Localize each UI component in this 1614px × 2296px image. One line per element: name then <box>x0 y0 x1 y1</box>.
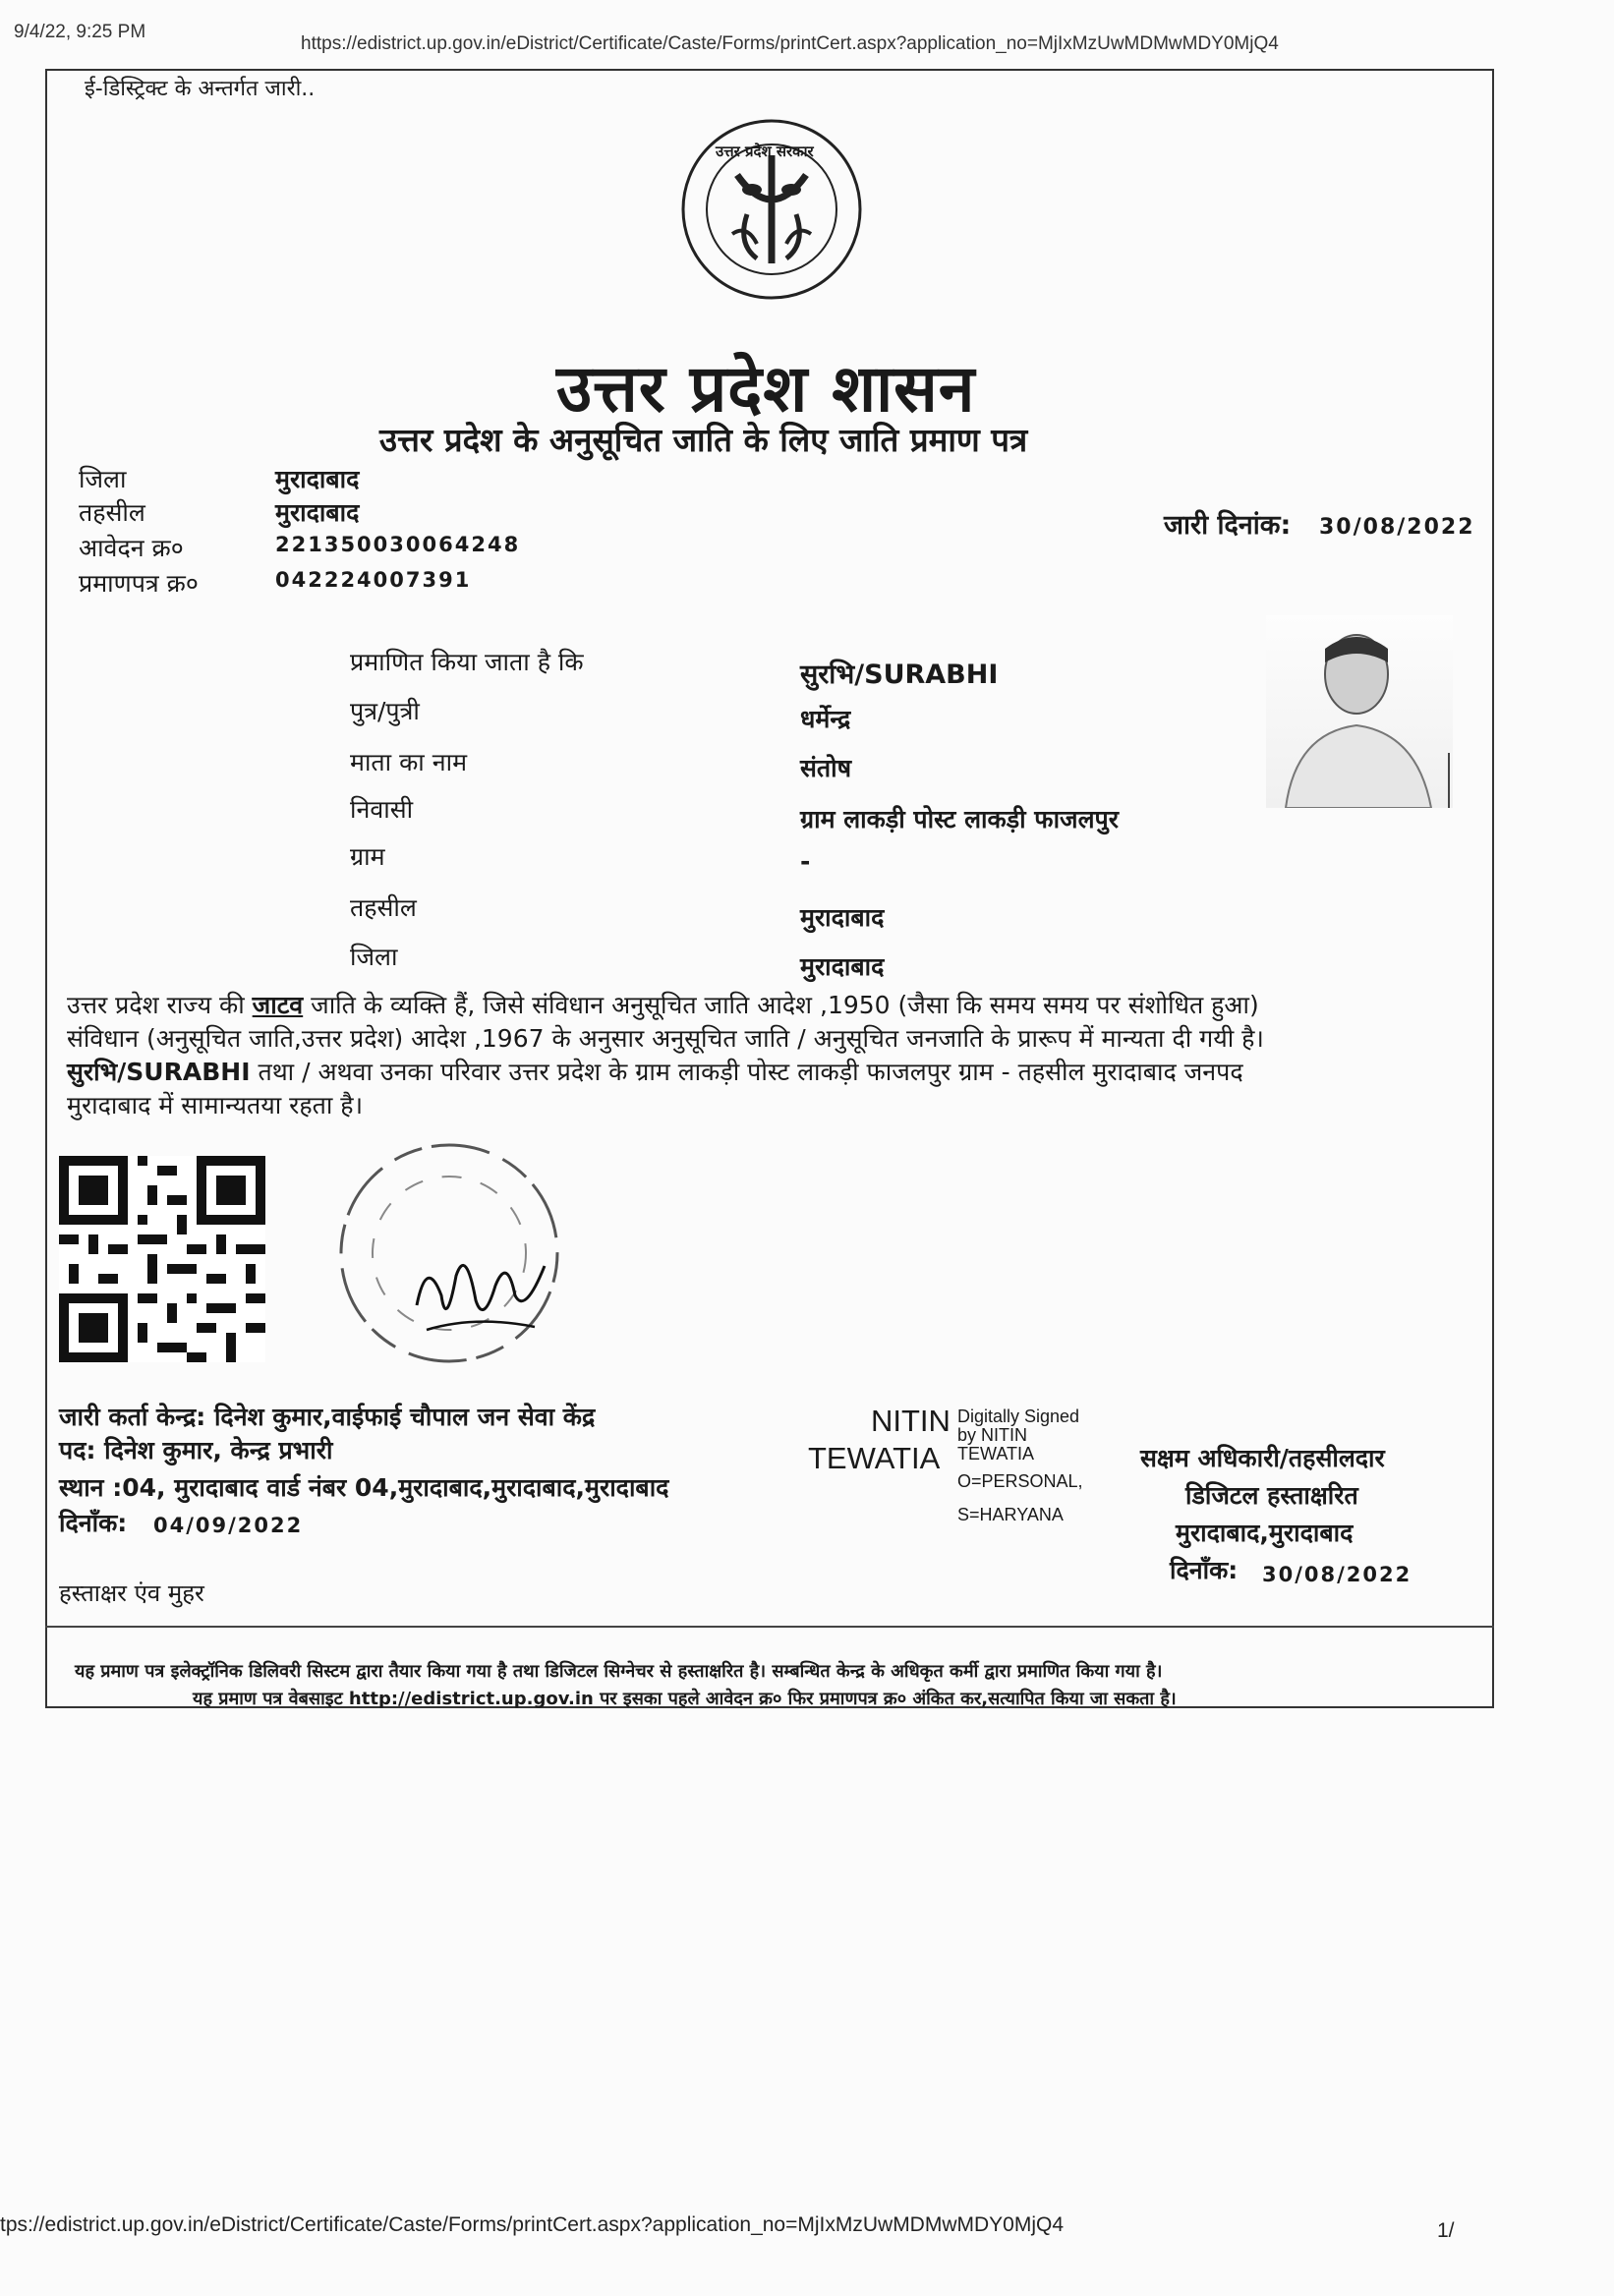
digital-signer-name-2: TEWATIA <box>808 1441 941 1475</box>
application-label: आवेदन क्र० <box>79 534 184 562</box>
footer-divider <box>45 1626 1494 1628</box>
print-footer-url: tps://edistrict.up.gov.in/eDistrict/Certificate/Caste/Forms/printCert.aspx?application_no=MjIxMzUwMDMwMDY0MjQ4 <box>0 2213 1065 2236</box>
issuer-date-value: 04/09/2022 <box>153 1514 304 1537</box>
paragraph-text: जाति के व्यक्ति हैं, जिसे संविधान अनुसूचित जाति आदेश ,1950 (जैसा कि समय समय पर संशोधित हुआ) <box>303 991 1259 1019</box>
certificate-paragraph-line-3 <box>67 1056 1243 1089</box>
certificate-number-label: प्रमाणपत्र क्र० <box>79 569 199 598</box>
detail-label-tehsil: तहसील <box>350 893 417 922</box>
sign-and-seal-label: हस्ताक्षर एंव मुहर <box>59 1579 204 1607</box>
issuer-date-label: दिनाँक: <box>59 1509 128 1537</box>
emblem-text: उत्तर प्रदेश सरकार <box>716 143 814 160</box>
district-value: मुरादाबाद <box>275 465 360 493</box>
detail-label-resident: निवासी <box>350 795 414 824</box>
detail-value-tehsil: मुरादाबाद <box>800 903 885 932</box>
issuer-post: पद: दिनेश कुमार, केन्द्र प्रभारी <box>59 1436 333 1464</box>
certificate-number: 042224007391 <box>275 568 472 592</box>
caste-name: जाटव <box>252 991 304 1019</box>
digital-signer-name-1: NITIN <box>871 1404 951 1438</box>
digital-signature-state: S=HARYANA <box>957 1505 1064 1524</box>
note-line: Digitally Signed <box>957 1406 1080 1426</box>
application-number: 221350030064248 <box>275 533 521 556</box>
authority-location: मुरादाबाद,मुरादाबाद <box>1176 1519 1354 1547</box>
certificate-paragraph-line-4: मुरादाबाद में सामान्यतया रहता है। <box>67 1091 364 1119</box>
detail-value-district: मुरादाबाद <box>800 952 885 981</box>
qr-code <box>59 1156 265 1362</box>
detail-label-certified: प्रमाणित किया जाता है कि <box>350 648 584 676</box>
detail-value-village: - <box>800 847 811 876</box>
detail-value-mother: संतोष <box>800 754 852 782</box>
digital-signature-org: O=PERSONAL, <box>957 1471 1083 1491</box>
detail-label-parent: पुत्र/पुत्री <box>350 697 420 725</box>
detail-value-parent: धर्मेन्द्र <box>800 705 851 733</box>
issuing-center: जारी कर्ता केन्द्र: दिनेश कुमार,वाईफाई चौपाल जन सेवा केंद्र <box>59 1403 596 1431</box>
applicant-name: सुरभि/SURABHI <box>67 1058 251 1086</box>
note-line: by NITIN <box>957 1425 1028 1445</box>
print-url: https://edistrict.up.gov.in/eDistrict/Certificate/Caste/Forms/printCert.aspx?application_no=MjIxMzUwMDMwMDY0MjQ4 <box>301 33 1279 54</box>
certificate-paragraph-line-2: संविधान (अनुसूचित जाति,उत्तर प्रदेश) आदेश ,1967 के अनुसार अनुसूचित जाति / अनुसूचित जनजाति के प्रारूप में मान्यता दी गयी है। <box>67 1024 1264 1053</box>
handwritten-signature <box>397 1236 564 1345</box>
tehsil-value: मुरादाबाद <box>275 498 360 527</box>
detail-label-district: जिला <box>350 943 398 971</box>
person-silhouette-icon <box>1266 615 1453 808</box>
authority-date-label: दिनाँक: <box>1170 1556 1239 1584</box>
authority-title: सक्षम अधिकारी/तहसीलदार <box>1140 1444 1385 1472</box>
footer-note-1: यह प्रमाण पत्र इलेक्ट्रॉनिक डिलिवरी सिस्टम द्वारा तैयार किया गया है तथा डिजिटल सिग्नेचर से हस्ताक्षरित है। सम्बन्धित केन्द्र के अधिकृत कर्मी द्वारा प्रमाणित किया गया है। <box>75 1661 1163 1682</box>
authority-signed: डिजिटल हस्ताक्षरित <box>1185 1481 1358 1510</box>
paragraph-text: तथा / अथवा उनका परिवार उत्तर प्रदेश के ग्राम लाकड़ी पोस्ट लाकड़ी फाजलपुर ग्राम - तहसील मुरादाबाद जनपद <box>250 1058 1243 1086</box>
paragraph-text: उत्तर प्रदेश राज्य की <box>67 991 253 1019</box>
issue-date-label: जारी दिनांक: <box>1164 510 1292 541</box>
detail-label-village: ग्राम <box>350 842 385 871</box>
issued-under-note: ई-डिस्ट्रिक्ट के अन्तर्गत जारी.. <box>85 77 316 101</box>
digital-signature-note <box>957 1407 1079 1464</box>
certificate-paragraph-line-1 <box>67 989 1259 1022</box>
tehsil-label: तहसील <box>79 498 145 527</box>
footer-note-2: यह प्रमाण पत्र वेबसाइट http://edistrict.up.gov.in पर इसका पहले आवेदन क्र० फिर प्रमाणपत्र क्र० अंकित कर,सत्यापित किया जा सकता है। <box>193 1689 1177 1709</box>
authority-date-value: 30/08/2022 <box>1262 1563 1412 1586</box>
applicant-photo <box>1266 615 1453 808</box>
print-datetime: 9/4/22, 9:25 PM <box>14 22 146 42</box>
page-title: उत्तर प्रदेश शासन <box>556 351 976 427</box>
district-label: जिला <box>79 465 127 493</box>
detail-value-name: सुरभि/SURABHI <box>800 660 999 690</box>
print-page-number: 1/ <box>1437 2219 1455 2242</box>
detail-label-mother: माता का नाम <box>350 748 468 776</box>
issuer-place: स्थान :04, मुरादाबाद वार्ड नंबर 04,मुरादाबाद,मुरादाबाद,मुरादाबाद <box>59 1473 669 1502</box>
note-line: TEWATIA <box>957 1444 1034 1464</box>
certificate-subtitle: उत्तर प्रदेश के अनुसूचित जाति के लिए जाति प्रमाण पत्र <box>379 421 1028 459</box>
detail-value-resident: ग्राम लाकड़ी पोस्ट लाकड़ी फाजलपुर <box>800 805 1119 833</box>
issue-date-value: 30/08/2022 <box>1319 515 1475 540</box>
